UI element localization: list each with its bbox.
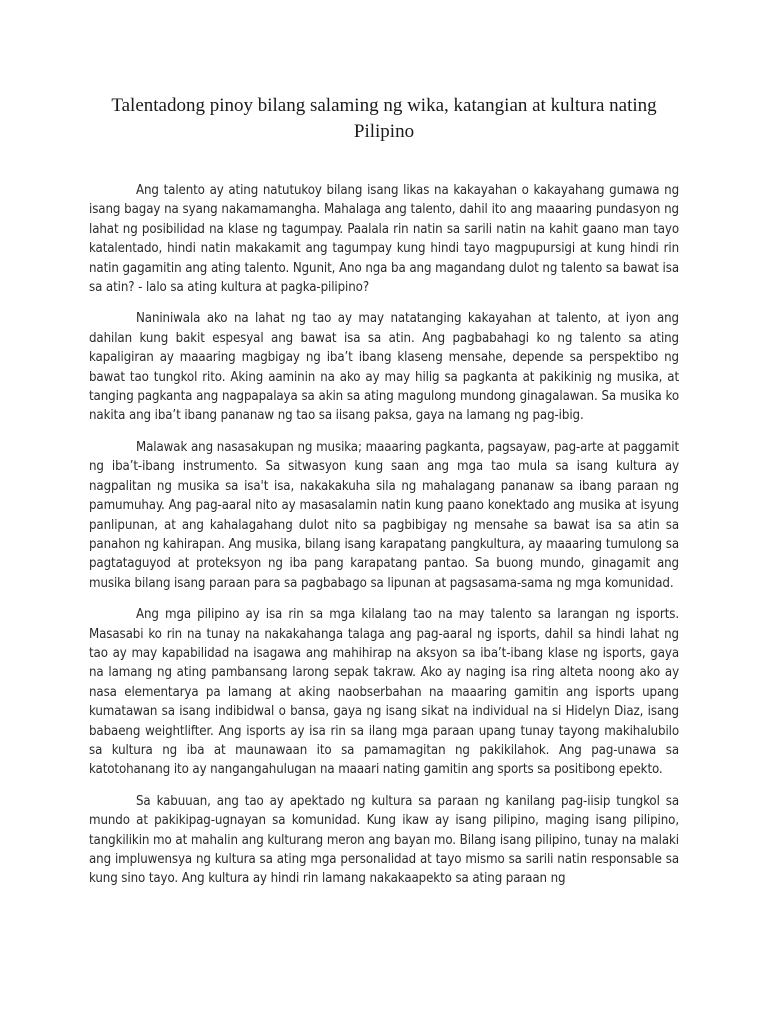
paragraph-2: Naniniwala ako na lahat ng tao ay may natatanging kakayahan at talento, at iyon ang dahilan kung bakit espesyal ang bawat isa sa atin. Ang pagbabahagi ko ng talento sa ating kapaligiran ay maaaring magbigay ng iba’t ibang klaseng mensahe, depende sa perspektibo ng bawat tao tungkol rito. Aking aaminin na ako ay may hilig sa pagkanta at pakikinig ng musika, at tanging pagkanta ang nagpapalaya sa akin sa ating magulong mundong ginagalawan. Sa musika ko nakita ang iba’t ibang pananaw ng tao sa iisang paksa, gaya na lamang ng pag-ibig.: [89, 311, 679, 424]
document-body: [89, 181, 679, 901]
paragraph-1: Ang talento ay ating natutukoy bilang isang likas na kakayahan o kakayahang gumawa ng isang bagay na syang nakamamangha. Mahalaga ang talento, dahil ito ang maaaring pundasyon ng lahat ng posibilidad na klase ng tagumpay. Paalala rin natin sa sarili natin na kahit gaano man tayo katalentado, hindi natin makakamit ang tagumpay kung hindi tayo magpupursigi at kung hindi rin natin gagamitin ang ating talento. Ngunit, Ano nga ba ang magandang dulot ng talento sa bawat isa sa atin? - lalo sa ating kultura at pagka-pilipino?: [89, 183, 679, 296]
document-title: Talentadong pinoy bilang salaming ng wika, katangian at kultura nating Pilipino: [111, 95, 657, 142]
paragraph-4: Ang mga pilipino ay isa rin sa mga kilalang tao na may talento sa larangan ng isports. Masasabi ko rin na tunay na nakakahanga talaga ang pag-aaral ng isports, dahil sa hindi lahat ng tao ay may kapabilidad na isagawa ang mahihirap na aksyon sa iba’t-ibang klase ng isports, gaya na lamang ng ating pambansang larong sepak takraw. Ako ay naging isa ring alteta noong ako ay nasa elementarya pa lamang at aking naobserbahan na maaaring gamitin ang isports upang kumatawan sa isang indibidwal o bansa, gaya ng isang sikat na individual na si Hidelyn Diaz, isang babaeng weightlifter. Ang isports ay isa rin sa ilang mga paraan upang tunay tayong makihalubilo sa kultura ng iba at maunawaan ito sa pamamagitan ng pakikilahok. Ang pag-unawa sa katotohanang ito ay nangangahulugan na maaari nating gamitin ang sports sa positibong epekto.: [89, 607, 679, 778]
paragraph-5: Sa kabuuan, ang tao ay apektado ng kultura sa paraan ng kanilang pag-iisip tungkol sa mundo at pakikipag-ugnayan sa komunidad. Kung ikaw ay isang pilipino, maging isang pilipino, tangkilikin mo at mahalin ang kulturang meron ang bayan mo. Bilang isang pilipino, tunay na malaki ang impluwensya ng kultura sa ating mga personalidad at tayo mismo sa sarili natin responsable sa kung sino tayo. Ang kultura ay hindi rin lamang nakakaapekto sa ating paraan ng: [89, 793, 679, 887]
paragraph-3: Malawak ang nasasakupan ng musika; maaaring pagkanta, pagsayaw, pag-arte at paggamit ng iba’t-ibang instrumento. Sa sitwasyon kung saan ang mga tao mula sa isang kultura ay nagpalitan ng musika sa isa't isa, nakakakuha sila ng mahalagang pananaw sa ibang paraan ng pamumuhay. Ang pag-aaral nito ay masasalamin natin kung paano konektado ang musika at isyung panlipunan, at ang kahalagahang dulot nito sa pagbibigay ng mensahe sa bawat isa sa atin sa panahon ng kahirapan. Ang musika, bilang isang karapatang pangkultura, ay maaaring tumulong sa pagtataguyod at proteksyon ng iba pang karapatang pantao. Sa buong mundo, ginagamit ang musika bilang isang paraan para sa pagbabago sa lipunan at pagsasama-sama ng mga komunidad.: [89, 439, 679, 591]
